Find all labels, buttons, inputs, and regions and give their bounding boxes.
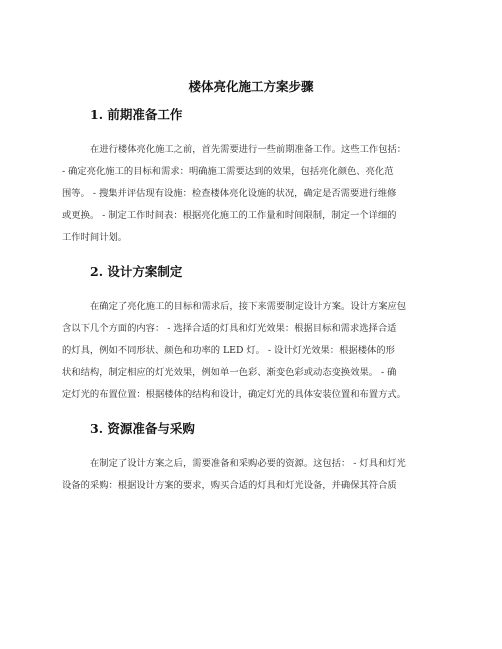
paragraph-line: - 确定亮化施工的目标和需求：明确施工需要达到的效果，包括亮化颜色、亮化范 [62, 166, 394, 177]
paragraph-line: 的灯具，例如不同形状、颜色和功率的 LED 灯。 - 设计灯光效果：根据楼体的形 [62, 345, 395, 356]
paragraph-line: 含以下几个方面的内容： - 选择合适的灯具和灯光效果：根据目标和需求选择合适 [62, 323, 397, 334]
paragraph-line: 在制定了设计方案之后，需要准备和采购必要的资源。这包括： - 灯具和灯光 [90, 458, 406, 469]
paragraph-line: 在进行楼体亮化施工之前，首先需要进行一些前期准备工作。这些工作包括： [90, 144, 407, 155]
section-heading-1: 1. 前期准备工作 [90, 107, 183, 122]
document-title: 楼体亮化施工方案步骤 [188, 79, 314, 94]
paragraph-line: 围等。 - 搜集并评估现有设施：检查楼体亮化设施的状况，确定是否需要进行维修 [62, 188, 397, 199]
paragraph-line: 状和结构，制定相应的灯光效果，例如单一色彩、渐变色彩或动态变换效果。 - 确 [62, 367, 397, 378]
paragraph-line: 工作时间计划。 [62, 232, 128, 243]
paragraph-line: 定灯光的布置位置：根据楼体的结构和设计，确定灯光的具体安装位置和布置方式。 [62, 389, 406, 400]
section-heading-3: 3. 资源准备与采购 [90, 421, 195, 436]
paragraph-line: 设备的采购：根据设计方案的要求，购买合适的灯具和灯光设备，并确保其符合质 [62, 480, 397, 491]
paragraph-line: 在确定了亮化施工的目标和需求后，接下来需要制定设计方案。设计方案应包 [90, 301, 407, 312]
section-heading-2: 2. 设计方案制定 [90, 264, 183, 279]
paragraph-line: 或更换。 - 制定工作时间表：根据亮化施工的工作量和时间限制，制定一个详细的 [62, 210, 397, 221]
